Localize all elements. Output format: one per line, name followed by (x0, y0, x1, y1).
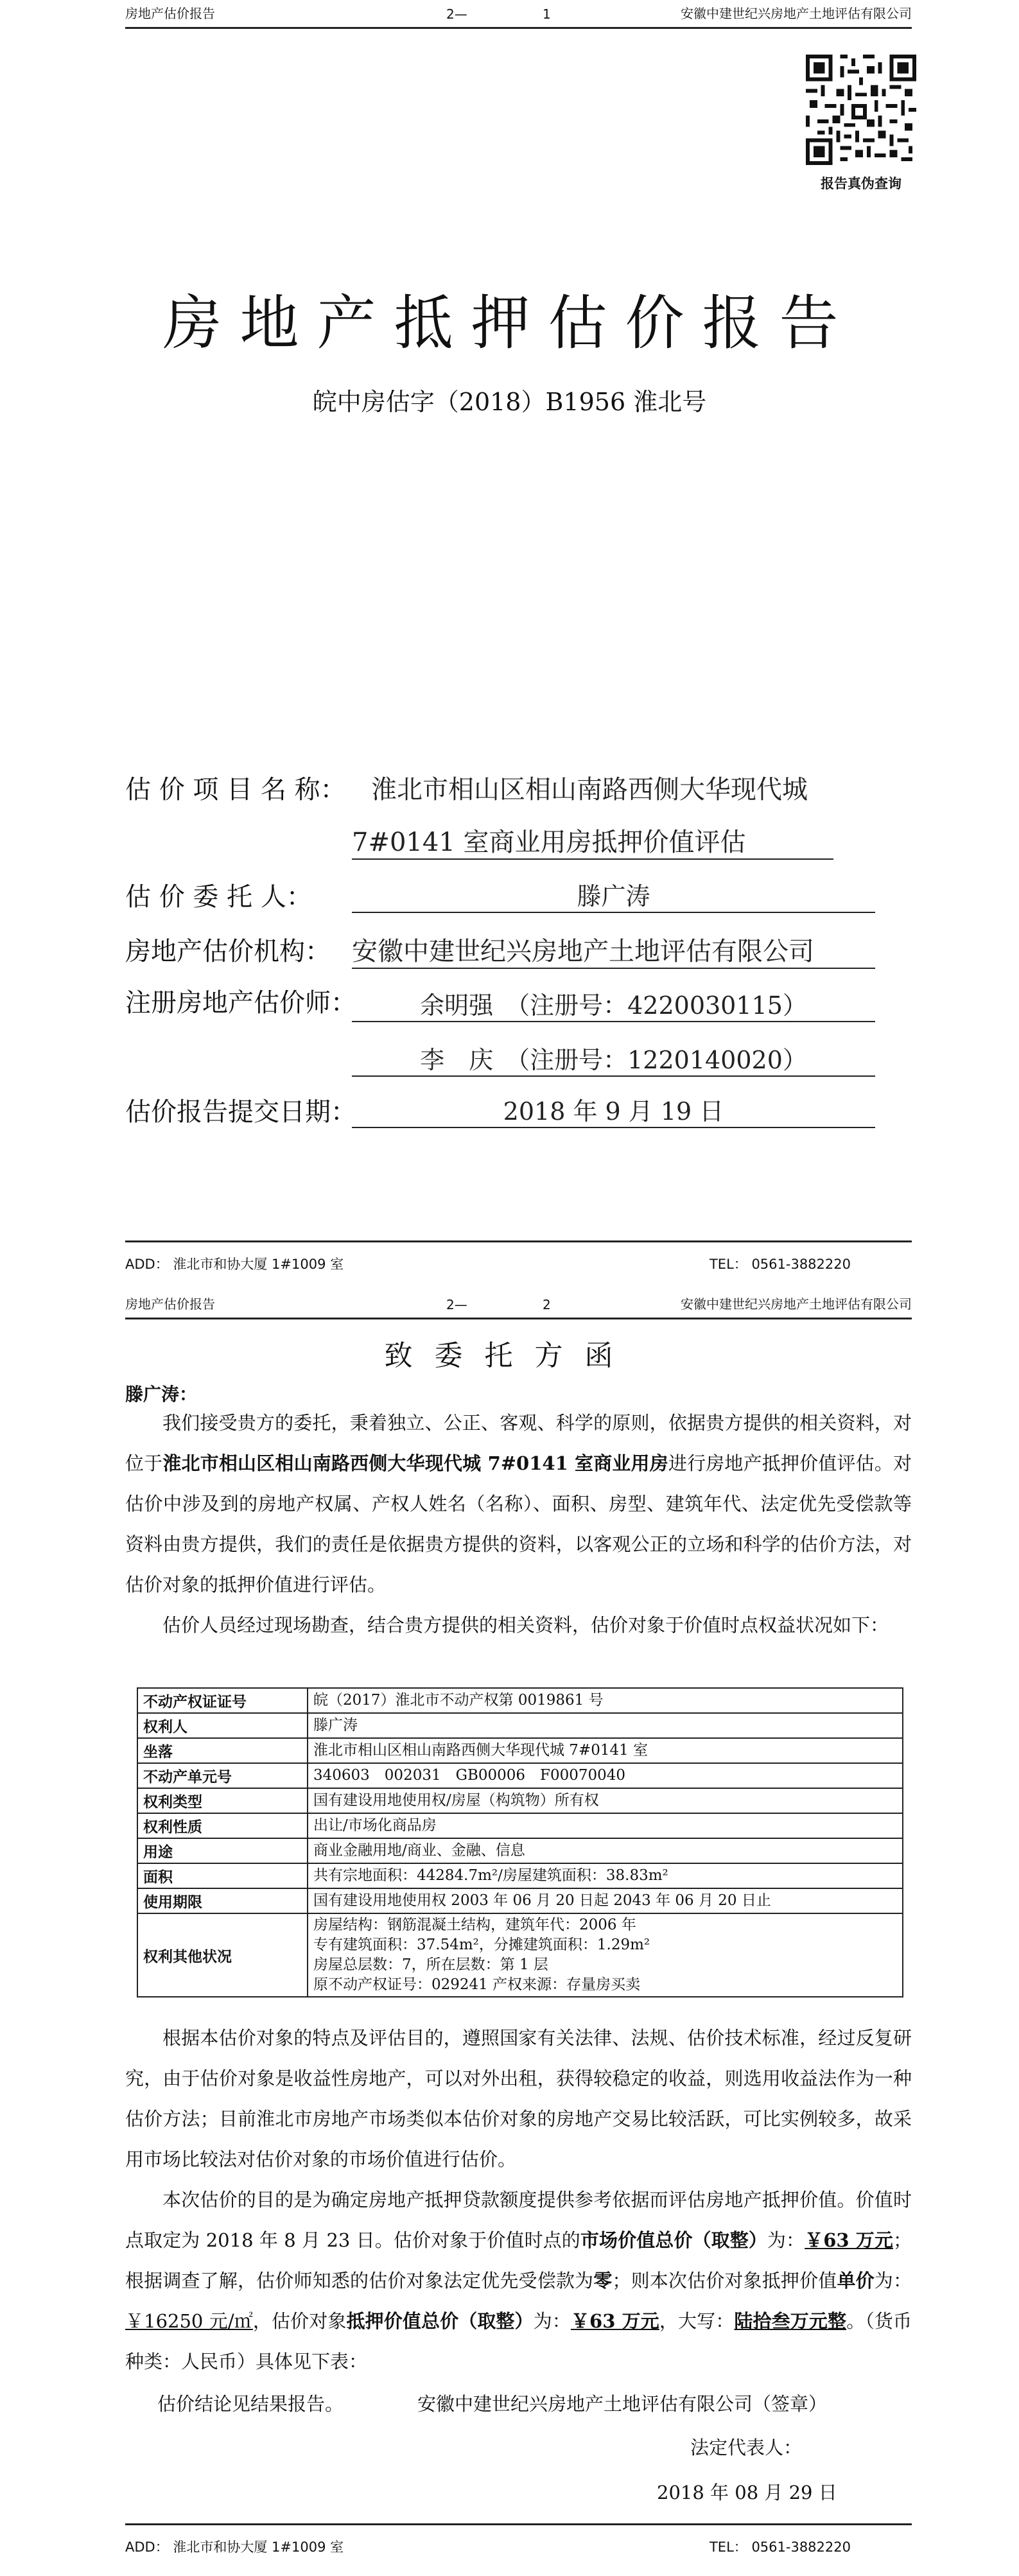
footer-address: ADD： 淮北市和协大厦 1#1009 室 (125, 2539, 344, 2555)
table-value: 出让/市场化商品房 (308, 1813, 903, 1838)
report-title: 房地产抵押估价报告 (162, 289, 857, 358)
header-page-number: 2 (543, 1297, 551, 1312)
paragraph-text: 本次估价的目的是为确定房地产抵押贷款额度提供参考依据而评估房地产抵押价值。价值时点取定为 2018 年 8 月 23 日。估价对象于价值时点的 (125, 2189, 912, 2251)
footer-address: ADD： 淮北市和协大厦 1#1009 室 (125, 1257, 344, 1272)
paragraph-text: 我们接受贵方的委托，秉着独立、公正、客观、科学的原则，依据贵方提供的相关资料，对位于 (125, 1412, 912, 1474)
paragraph-text: 进行房地产抵押价值评估。对估价中涉及到的房地产权属、产权人姓名（名称）、面积、房型、建筑年代、法定优先受偿款等资料由贵方提供，我们的责任是依据贵方提供的资料，以客观公正的立场和科学的估价方法，对估价对象的抵押价值进行评估。 (125, 1452, 912, 1596)
conclusion-note: 估价结论见结果报告。 (157, 2393, 344, 2415)
table-key: 不动产权证证号 (137, 1688, 308, 1713)
mortgage-value-label: 抵押价值总价（取整） (346, 2310, 534, 2332)
project-name-line1: 淮北市相山区相山南路西侧大华现代城 (371, 775, 808, 805)
property-address-bold: 淮北市相山区相山南路西侧大华现代城 7#0141 室商业用房 (162, 1452, 668, 1474)
table-value: 共有宗地面积：44284.7m²/房屋建筑面积：38.83m² (308, 1863, 903, 1888)
signature-date: 2018 年 08 月 29 日 (657, 2482, 837, 2503)
company-seal: 安徽中建世纪兴房地产土地评估有限公司（签章） (417, 2393, 828, 2415)
submit-date-label: 估价报告提交日期： (125, 1097, 356, 1127)
table-value: 国有建设用地使用权/房屋（构筑物）所有权 (308, 1788, 903, 1813)
page-footer (125, 2523, 912, 2554)
table-row (137, 1713, 903, 1738)
table-row (137, 1838, 903, 1863)
table-key: 不动产单元号 (137, 1763, 308, 1788)
table-value: 国有建设用地使用权 2003 年 06 月 20 日起 2043 年 06 月 20 日止 (308, 1888, 903, 1913)
unit-price-label: 单价 (837, 2270, 875, 2292)
table-key: 坐落 (137, 1738, 308, 1763)
header-total-pages: 2— (446, 1297, 467, 1312)
amount-in-words: 陆拾叁万元整 (734, 2310, 847, 2332)
legal-representative: 法定代表人： (690, 2437, 803, 2459)
table-row (137, 1888, 903, 1913)
project-name-line2: 7#0141 室商业用房抵押价值评估 (352, 822, 833, 860)
appraiser-1: 余明强 （注册号：4220030115） (352, 986, 875, 1022)
paragraph-value-conclusion (125, 2180, 912, 2382)
table-key: 权利类型 (137, 1788, 308, 1813)
paragraph-inspection: 估价人员经过现场勘查，结合贵方提供的相关资料，估价对象于价值时点权益状况如下： (162, 1614, 889, 1636)
paragraph-text: 。（货币种类：人民币）具体见下表： (125, 2310, 912, 2372)
footer-phone: TEL： 0561-3882220 (709, 1257, 851, 1272)
paragraph-text: ；则本次估价对象抵押价值 (612, 2270, 837, 2292)
paragraph-text: 为： (874, 2270, 912, 2292)
other-status-line: 房屋总层数：7，所在层数：第 1 层 (313, 1956, 548, 1973)
table-value: 滕广涛 (308, 1713, 903, 1738)
paragraph-text: ，大写： (659, 2310, 735, 2332)
paragraph-text: ，估价对象 (252, 2310, 347, 2332)
table-key: 用途 (137, 1838, 308, 1863)
agency-name: 安徽中建世纪兴房地产土地评估有限公司 (352, 931, 875, 969)
table-row (137, 1863, 903, 1888)
paragraph-commission (125, 1403, 912, 1605)
table-row (137, 1813, 903, 1838)
paragraph-text: ；根据调查了解，估价师知悉的估价对象法定优先受偿款为 (125, 2229, 912, 2292)
table-row (137, 1763, 903, 1788)
market-value-label: 市场价值总价（取整） (580, 2229, 767, 2251)
client-name: 滕广涛 (352, 876, 875, 913)
table-value: 商业金融用地/商业、金融、信息 (308, 1838, 903, 1863)
table-value: 皖（2017）淮北市不动产权第 0019861 号 (308, 1688, 903, 1713)
mortgage-value-amount: ￥63 万元 (570, 2310, 659, 2332)
table-value (308, 1913, 903, 1997)
header-report-type: 房地产估价报告 (125, 1296, 215, 1312)
unit-price-amount: ￥16250 元/㎡ (125, 2310, 253, 2332)
table-value: 340603 002031 GB00006 F00070040 (308, 1763, 903, 1788)
header-company: 安徽中建世纪兴房地产土地评估有限公司 (681, 6, 912, 21)
header-report-type: 房地产估价报告 (125, 6, 215, 21)
document-number: 皖中房估字（2018）B1956 淮北号 (312, 388, 707, 416)
paragraph-method: 根据本估价对象的特点及评估目的，遵照国家有关法律、法规、估价技术标准，经过反复研究，由于估价对象是收益性房地产，可以对外出租，获得较稳定的收益，则选用收益法作为一种估价方法；目前淮北市房地产市场类似本估价对象的房地产交易比较活跃，可比实例较多，故采用市场比较法对估价对象的市场价值进行估价。 (125, 2027, 912, 2170)
table-row (137, 1788, 903, 1813)
table-key: 权利其他状况 (137, 1913, 308, 1997)
footer-phone: TEL： 0561-3882220 (709, 2539, 851, 2555)
paragraph-text: 为： (767, 2229, 805, 2251)
client-label: 估 价 委 托 人： (125, 882, 312, 912)
table-value: 淮北市相山区相山南路西侧大华现代城 7#0141 室 (308, 1738, 903, 1763)
priority-claim-amount: 零 (593, 2270, 613, 2292)
header-total-pages: 2— (446, 6, 467, 22)
property-rights-table (137, 1687, 903, 1997)
page-header (125, 1291, 912, 1319)
table-row (137, 1913, 903, 1997)
paragraph-text: 为： (533, 2310, 571, 2332)
qr-label: 报告真伪查询 (821, 176, 901, 191)
table-row (137, 1738, 903, 1763)
letter-addressee: 滕广涛： (125, 1384, 198, 1405)
other-status-line: 原不动产权证号：029241 产权来源：存量房买卖 (313, 1976, 641, 1993)
appraiser-label: 注册房地产估价师： (125, 988, 356, 1018)
table-key: 面积 (137, 1863, 308, 1888)
letter-title: 致委托方函 (384, 1339, 635, 1372)
table-row (137, 1688, 903, 1713)
market-value-amount: ￥63 万元 (805, 2229, 893, 2251)
other-status-line: 房屋结构：钢筋混凝土结构，建筑年代：2006 年 (313, 1917, 636, 1933)
header-page-number: 1 (543, 6, 551, 22)
table-key: 权利性质 (137, 1813, 308, 1838)
table-key: 权利人 (137, 1713, 308, 1738)
submit-date: 2018 年 9 月 19 日 (352, 1092, 875, 1128)
agency-label: 房地产估价机构： (125, 937, 331, 966)
header-company: 安徽中建世纪兴房地产土地评估有限公司 (681, 1296, 912, 1312)
table-key: 使用期限 (137, 1888, 308, 1913)
project-label: 估 价 项 目 名 称： (125, 775, 346, 805)
appraiser-2: 李 庆 （注册号：1220140020） (352, 1040, 875, 1077)
other-status-line: 专有建筑面积：37.54m²，分摊建筑面积：1.29m² (313, 1936, 650, 1953)
